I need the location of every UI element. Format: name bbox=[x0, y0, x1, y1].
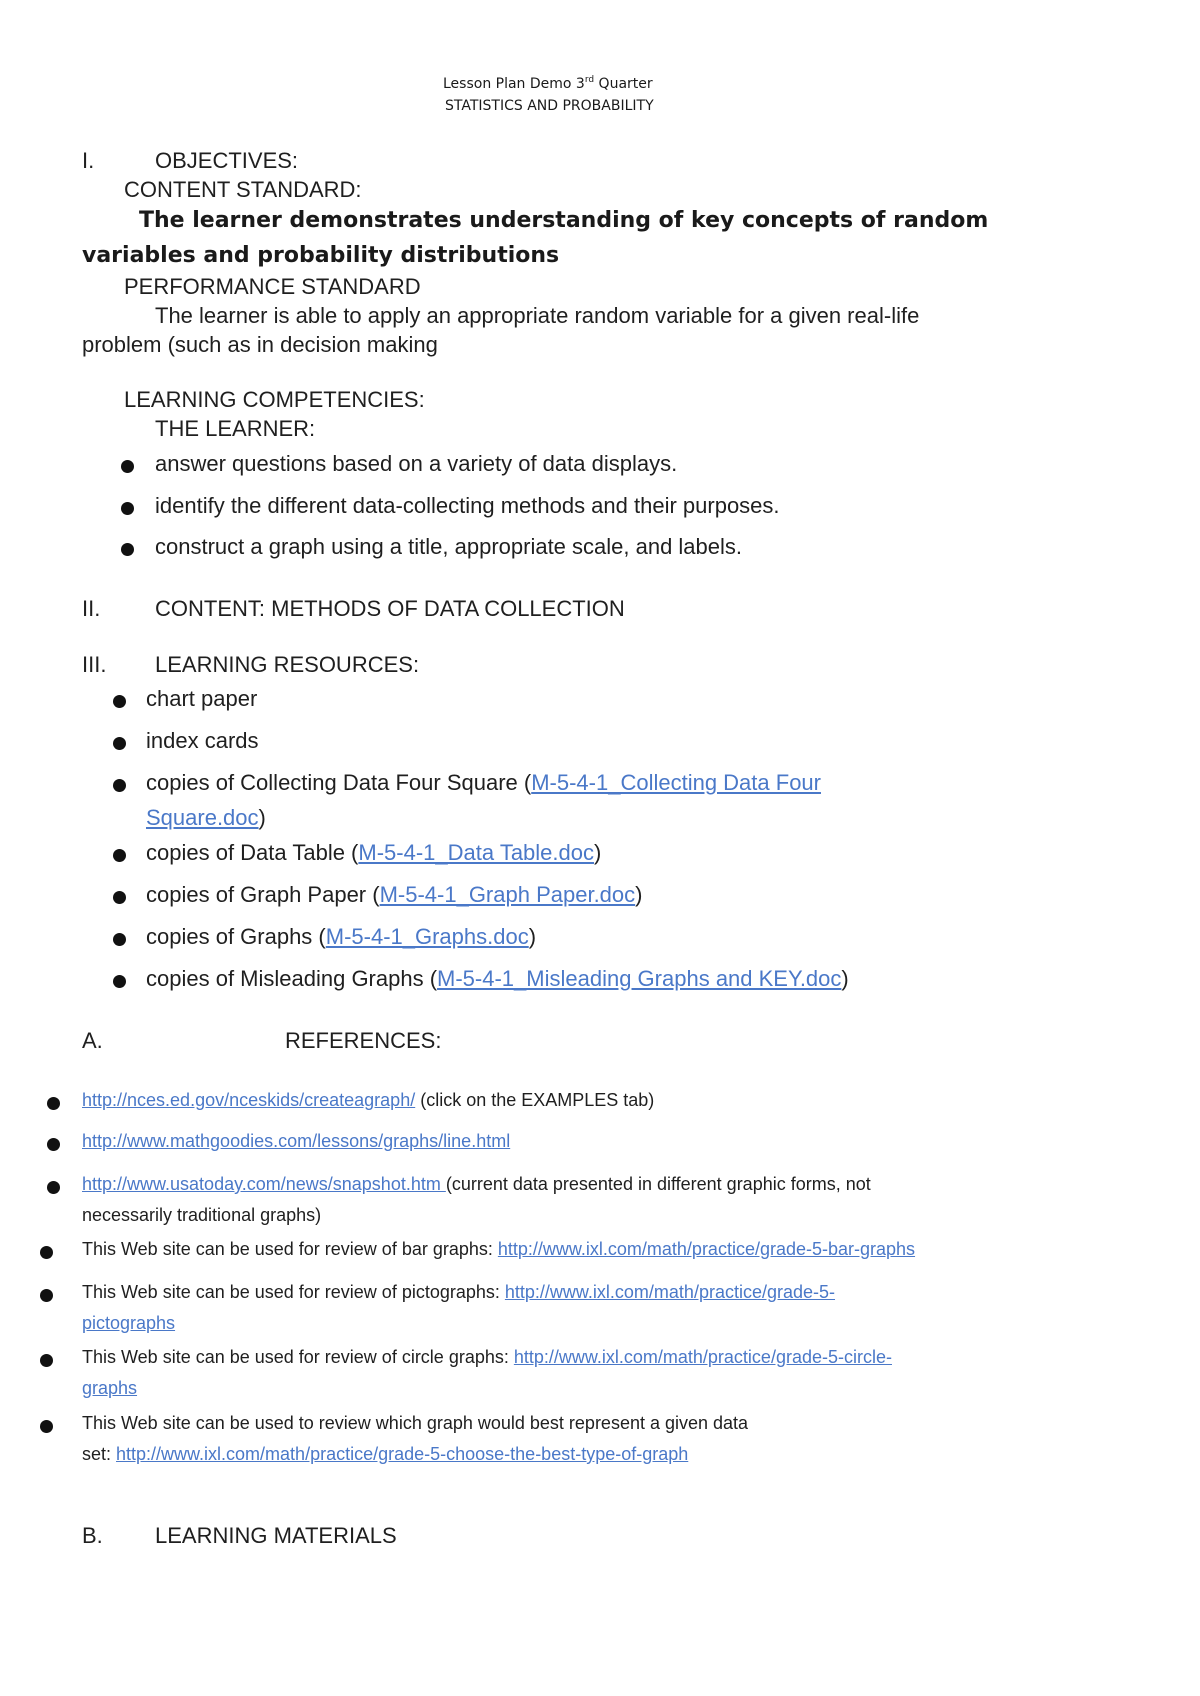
reference-item-continued: set: http://www.ixl.com/math/practice/grade-5-choose-the-best-type-of-graph bbox=[82, 1444, 689, 1464]
bullet-icon bbox=[113, 975, 126, 988]
bullet-icon bbox=[47, 1138, 60, 1151]
bullet-icon bbox=[47, 1181, 60, 1194]
bullet-icon bbox=[113, 891, 126, 904]
reference-link[interactable]: http://www.usatoday.com/news/snapshot.htm bbox=[82, 1174, 446, 1194]
doc-header-line1: Lesson Plan Demo 3rd Quarter bbox=[443, 75, 653, 92]
section-title-objectives: OBJECTIVES: bbox=[155, 148, 299, 173]
resource-link[interactable]: M-5-4-1_Graph Paper.doc bbox=[379, 882, 636, 907]
bullet-icon bbox=[121, 460, 134, 473]
reference-link[interactable]: http://nces.ed.gov/nceskids/createagraph/ bbox=[82, 1090, 416, 1110]
performance-standard-text-line1: The learner is able to apply an appropriate random variable for a given real-life bbox=[155, 303, 920, 328]
resource-link[interactable]: M-5-4-1_Collecting Data Four bbox=[531, 770, 821, 795]
bullet-icon bbox=[40, 1246, 53, 1259]
resource-item: copies of Graph Paper (M-5-4-1_Graph Paper.doc) bbox=[146, 882, 643, 907]
learning-competencies-label: LEARNING COMPETENCIES: bbox=[124, 387, 425, 412]
reference-link[interactable]: http://www.ixl.com/math/practice/grade-5- bbox=[504, 1282, 836, 1302]
section-numeral-content: II. bbox=[82, 596, 101, 621]
subsection-title-references: REFERENCES: bbox=[285, 1028, 442, 1053]
reference-item: http://nces.ed.gov/nceskids/createagraph/ (click on the EXAMPLES tab) bbox=[82, 1090, 655, 1110]
section-numeral-objectives: I. bbox=[82, 148, 95, 173]
resource-item: copies of Misleading Graphs (M-5-4-1_Misleading Graphs and KEY.doc) bbox=[146, 966, 849, 991]
bullet-icon bbox=[113, 849, 126, 862]
bullet-icon bbox=[121, 502, 134, 515]
bullet-icon bbox=[113, 779, 126, 792]
content-standard-label: CONTENT STANDARD: bbox=[124, 177, 362, 202]
reference-link[interactable]: http://www.ixl.com/math/practice/grade-5-choose-the-best-type-of-graph bbox=[116, 1444, 689, 1464]
resource-item: copies of Graphs (M-5-4-1_Graphs.doc) bbox=[146, 924, 537, 949]
subsection-title-materials: LEARNING MATERIALS bbox=[155, 1523, 397, 1548]
resource-item: copies of Collecting Data Four Square (M-5-4-1_Collecting Data Four bbox=[146, 770, 821, 795]
content-standard-text-line1: The learner demonstrates understanding of key concepts of random bbox=[139, 208, 989, 233]
reference-item: This Web site can be used for review of pictographs: http://www.ixl.com/math/practice/grade-5- bbox=[82, 1282, 836, 1302]
subsection-letter-references: A. bbox=[82, 1028, 103, 1053]
reference-item: This Web site can be used for review of circle graphs: http://www.ixl.com/math/practice/grade-5-circle- bbox=[82, 1347, 892, 1367]
performance-standard-text-line2: problem (such as in decision making bbox=[82, 332, 438, 357]
reference-item-continued: necessarily traditional graphs) bbox=[82, 1205, 322, 1225]
reference-link[interactable]: http://www.mathgoodies.com/lessons/graphs/line.html bbox=[82, 1131, 511, 1151]
subsection-letter-materials: B. bbox=[82, 1523, 103, 1548]
competency-item: identify the different data-collecting methods and their purposes. bbox=[155, 493, 780, 518]
competency-item: construct a graph using a title, appropriate scale, and labels. bbox=[155, 534, 743, 559]
resource-link[interactable]: Square.doc bbox=[146, 805, 259, 830]
reference-item: This Web site can be used for review of bar graphs: http://www.ixl.com/math/practice/grade-5-bar-graphs bbox=[82, 1239, 916, 1259]
bullet-icon bbox=[113, 737, 126, 750]
header-superscript: rd bbox=[584, 75, 595, 85]
reference-link[interactable]: graphs bbox=[82, 1378, 138, 1398]
reference-item bbox=[82, 1131, 510, 1152]
resource-link[interactable]: M-5-4-1_Data Table.doc bbox=[358, 840, 594, 865]
resource-item-continued: Square.doc) bbox=[146, 805, 266, 830]
resource-item: copies of Data Table (M-5-4-1_Data Table.doc) bbox=[146, 840, 602, 865]
resource-item: chart paper bbox=[146, 686, 258, 711]
content-standard-text-line2: variables and probability distributions bbox=[82, 243, 560, 268]
bullet-icon bbox=[47, 1097, 60, 1110]
reference-item: http://www.usatoday.com/news/snapshot.htm (current data presented in different graphic forms, not bbox=[82, 1174, 871, 1194]
reference-item: This Web site can be used to review which graph would best represent a given data bbox=[82, 1413, 749, 1433]
reference-link[interactable]: pictographs bbox=[82, 1313, 176, 1333]
bullet-icon bbox=[113, 933, 126, 946]
resource-link[interactable]: M-5-4-1_Misleading Graphs and KEY.doc bbox=[437, 966, 842, 991]
doc-header-line2: STATISTICS AND PROBABILITY bbox=[445, 98, 654, 114]
the-learner-label: THE LEARNER: bbox=[155, 416, 316, 441]
resource-link[interactable]: M-5-4-1_Graphs.doc bbox=[325, 924, 529, 949]
reference-link[interactable]: http://www.ixl.com/math/practice/grade-5-bar-graphs bbox=[497, 1239, 916, 1259]
bullet-icon bbox=[121, 543, 134, 556]
resource-item: index cards bbox=[146, 728, 259, 753]
competency-item: answer questions based on a variety of data displays. bbox=[155, 451, 678, 476]
performance-standard-label: PERFORMANCE STANDARD bbox=[124, 274, 421, 299]
bullet-icon bbox=[40, 1289, 53, 1302]
section-title-resources: LEARNING RESOURCES: bbox=[155, 652, 420, 677]
section-title-content: CONTENT: METHODS OF DATA COLLECTION bbox=[155, 596, 625, 621]
reference-item-continued bbox=[82, 1313, 175, 1334]
bullet-icon bbox=[40, 1420, 53, 1433]
reference-item-continued bbox=[82, 1378, 137, 1399]
section-numeral-resources: III. bbox=[82, 652, 107, 677]
bullet-icon bbox=[40, 1354, 53, 1367]
reference-link[interactable]: http://www.ixl.com/math/practice/grade-5-circle- bbox=[513, 1347, 892, 1367]
bullet-icon bbox=[113, 695, 126, 708]
